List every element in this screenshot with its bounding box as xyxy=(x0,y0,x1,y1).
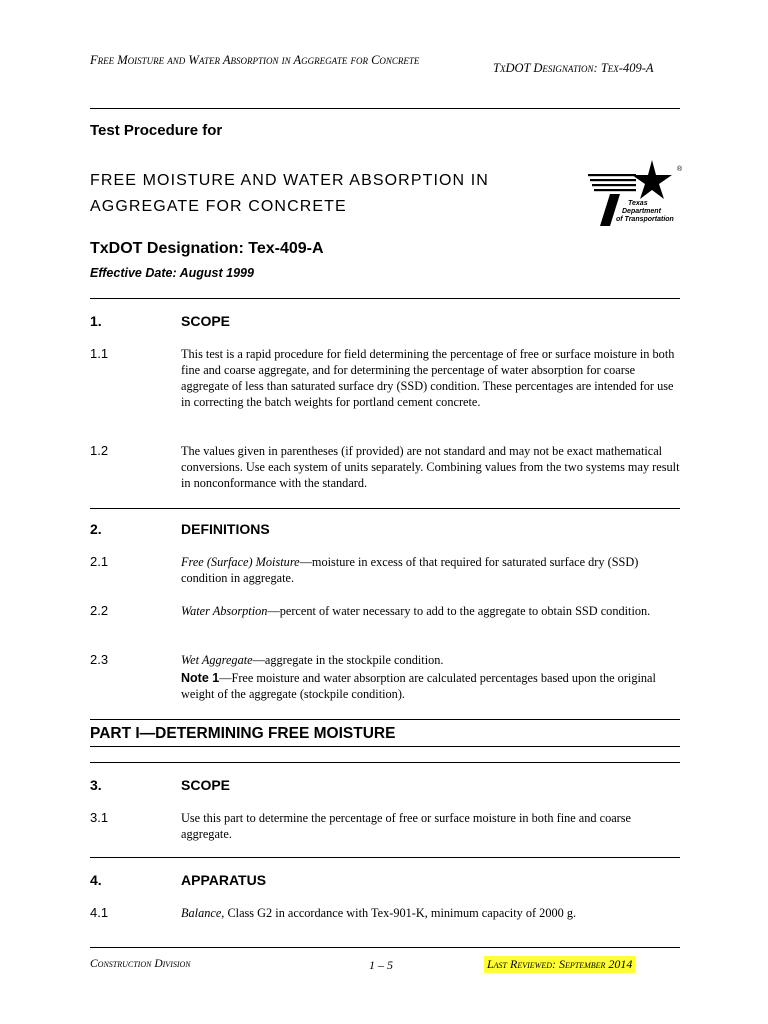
apparatus-item xyxy=(181,905,681,921)
definition-term: Water Absorption xyxy=(181,604,268,618)
last-reviewed-date: Last Reviewed: September 2014 xyxy=(484,956,635,973)
item-number: 1.2 xyxy=(90,443,109,458)
item-number: 1.1 xyxy=(90,346,109,361)
footer-divider xyxy=(90,947,680,948)
definition-text: —aggregate in the stockpile condition. xyxy=(252,653,444,667)
document-title xyxy=(90,168,489,220)
effective-date: Effective Date: August 1999 xyxy=(90,266,254,280)
section-divider xyxy=(90,508,680,509)
txdot-logo xyxy=(586,160,686,232)
logo-wordmark xyxy=(616,200,674,224)
apparatus-text: Class G2 in accordance with Tex-901-K, minimum capacity of 2000 g. xyxy=(224,906,577,920)
running-header-title: Free Moisture and Water Absorption in Aggregate for Concrete xyxy=(90,53,420,67)
logo-wordmark-line1: Texas xyxy=(628,200,648,207)
section-number: 2. xyxy=(90,521,102,537)
apparatus-term: Balance, xyxy=(181,906,225,920)
definition-text: —moisture in excess of that required for saturated surface dry (SSD) condition in aggregate. xyxy=(181,555,639,585)
designation-heading: TxDOT Designation: Tex-409-A xyxy=(90,240,324,257)
item-number: 2.1 xyxy=(90,554,109,569)
item-number: 4.1 xyxy=(90,905,109,920)
section-heading: APPARATUS xyxy=(181,872,267,888)
logo-stripe xyxy=(592,184,636,186)
header-divider xyxy=(90,108,680,109)
logo-stripe xyxy=(594,189,636,191)
section-number: 3. xyxy=(90,777,102,793)
item-text: The values given in parentheses (if provided) are not standard and may not be exact mathematical conversions. Use each system of units separately. Combining values from the two systems may result in nonconformance with the standard. xyxy=(181,444,680,490)
item-number: 3.1 xyxy=(90,810,109,825)
section-heading: SCOPE xyxy=(181,313,231,329)
definition-text: —percent of water necessary to add to the aggregate to obtain SSD condition. xyxy=(267,604,651,618)
section-heading: DEFINITIONS xyxy=(181,521,270,537)
item-text: This test is a rapid procedure for field determining the percentage of free or surface moisture in both fine and coarse aggregate, and for determining the percentage of water absorption for coarse aggregate of less than saturated surface dry (SSD) condition. These percentages are intended for use in correcting the batch weights for portland cement concrete. xyxy=(181,347,675,409)
section-heading: SCOPE xyxy=(181,777,231,793)
item-text: Use this part to determine the percentage of free or surface moisture in both fine and coarse aggregate. xyxy=(181,811,632,841)
section-divider xyxy=(90,762,680,763)
document-title-line1: FREE MOISTURE AND WATER ABSORPTION IN xyxy=(90,172,489,189)
definition-item xyxy=(181,603,681,619)
item-number: 2.2 xyxy=(90,603,109,618)
part-divider-top xyxy=(90,719,680,720)
registered-mark: ® xyxy=(677,166,683,173)
section-number: 1. xyxy=(90,313,102,329)
note-label: Note 1 xyxy=(181,671,220,685)
page-number: 1 – 5 xyxy=(369,958,393,972)
section-number: 4. xyxy=(90,872,102,888)
running-header-designation: TxDOT Designation: Tex-409-A xyxy=(493,61,654,75)
item-number: 2.3 xyxy=(90,652,109,667)
part-divider-bottom xyxy=(90,746,680,747)
section-divider xyxy=(90,857,680,858)
test-procedure-label: Test Procedure for xyxy=(90,122,223,139)
note-text: —Free moisture and water absorption are calculated percentages based upon the original weight of the aggregate (stockpile condition). xyxy=(181,671,656,701)
definition-item xyxy=(181,554,681,586)
note xyxy=(181,670,681,702)
definition-term: Free (Surface) Moisture xyxy=(181,555,300,569)
definition-term: Wet Aggregate xyxy=(181,653,253,667)
part-heading: PART I—DETERMINING FREE MOISTURE xyxy=(90,725,396,742)
logo-star xyxy=(632,160,672,199)
logo-wordmark-line2: Department xyxy=(622,208,661,215)
logo-stripe xyxy=(590,179,636,181)
title-divider xyxy=(90,298,680,299)
footer-division: Construction Division xyxy=(90,958,191,970)
definition-item xyxy=(181,652,681,702)
logo-stripe xyxy=(588,174,636,176)
document-title-line2: AGGREGATE FOR CONCRETE xyxy=(90,198,347,215)
logo-wordmark-line3: of Transportation xyxy=(616,216,674,223)
